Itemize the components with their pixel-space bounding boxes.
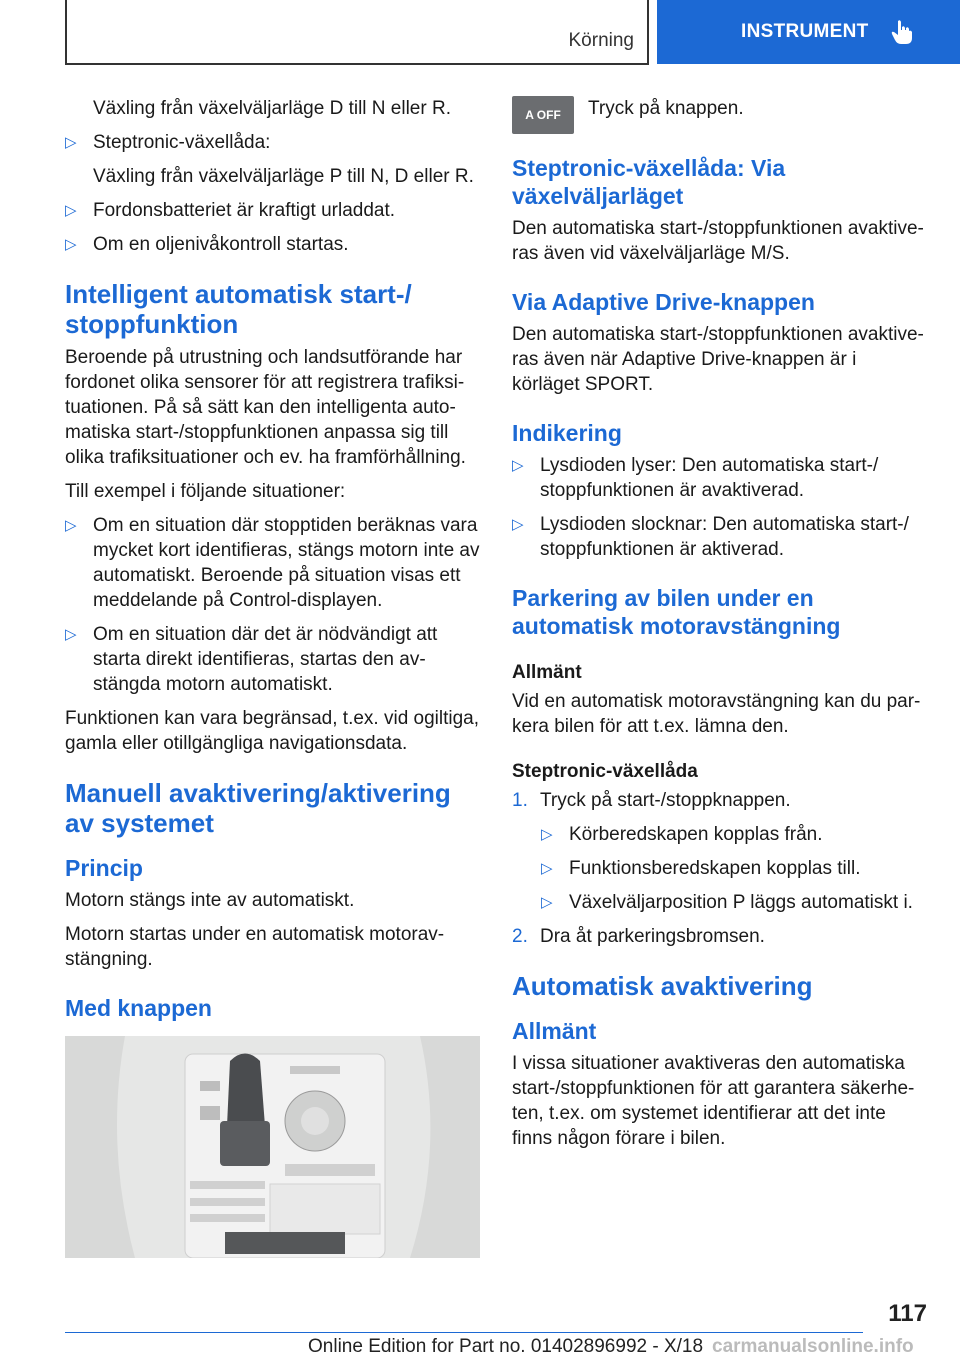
- paragraph: Motorn stängs inte av automatiskt.: [65, 890, 355, 911]
- section-heading: Automatisk avaktivering: [512, 971, 813, 1001]
- header-rule-bottom: [65, 63, 649, 65]
- subsection-heading: Princip: [65, 855, 143, 881]
- paragraph: Tryck på knappen.: [588, 98, 744, 119]
- list-item: ▷ Steptronic-växellåda:: [65, 132, 271, 153]
- list-item: ▷ Körberedskapen kopplas från.: [541, 824, 823, 845]
- triangle-bullet-icon: ▷: [65, 236, 77, 253]
- triangle-bullet-icon: ▷: [541, 860, 553, 877]
- section-heading: Manuell avaktivering/aktivering av systemet: [65, 778, 451, 838]
- list-item: ▷ Funktionsberedskapen kopplas till.: [541, 858, 861, 879]
- watermark: carmanualsonline.info: [712, 1336, 914, 1357]
- step-number: 2.: [512, 926, 528, 947]
- subsection-heading: Steptronic-växellåda: Via växelväljarläget: [512, 155, 786, 209]
- left-column: [65, 96, 481, 1258]
- subsection-heading: Indikering: [512, 420, 622, 446]
- paragraph: Växling från växelväljarläge D till N eller R.: [93, 98, 451, 119]
- paragraph: I vissa situationer avaktiveras den automatiska start-/stoppfunktionen för att garantera säkerhe-ten, t.ex. om systemet identifierar att det inte finns någon förare i bilen.: [512, 1053, 915, 1149]
- triangle-bullet-icon: ▷: [512, 516, 524, 533]
- minor-heading: Steptronic-växellåda: [512, 761, 698, 782]
- subsection-heading: Via Adaptive Drive-knappen: [512, 289, 815, 315]
- minor-heading: Allmänt: [512, 662, 582, 683]
- paragraph: Beroende på utrustning och landsutförande har fordonet olika sensorer för att registrera trafiksi-tuationen. På så sätt kan den intelligenta auto-matiska start-/stoppfunktionen anpassa sig till olika trafiksituationer och ev. ha framförhållning.: [65, 347, 466, 468]
- center-console-image: [65, 1036, 480, 1258]
- off-button-row: [512, 96, 928, 134]
- list-item: ▷ Lysdioden lyser: Den automatiska start-/ stoppfunktionen är avaktiverad.: [512, 455, 879, 501]
- paragraph: Vid en automatisk motoravstängning kan du par-kera bilen för att t.ex. lämna den.: [512, 691, 921, 737]
- triangle-bullet-icon: ▷: [65, 626, 77, 643]
- footer-rule: [65, 1332, 863, 1333]
- list-item: ▷ Om en situation där det är nödvändigt att starta direkt identifieras, startas den av-stängda motorn automatiskt.: [65, 624, 438, 695]
- triangle-bullet-icon: ▷: [512, 457, 524, 474]
- paragraph: Växling från växelväljarläge P till N, D eller R.: [93, 166, 474, 187]
- list-item: ▷ Om en situation där stopptiden beräknas vara mycket kort identifieras, stängs motorn inte av automatiskt. Beroende på situation visas ett meddelande på Control-displayen.: [65, 515, 480, 611]
- list-item: ▷ Fordonsbatteriet är kraftigt urladdat.: [65, 200, 396, 221]
- section-label: Körning: [568, 30, 634, 51]
- subsection-heading: Parkering av bilen under en automatisk motoravstängning: [512, 585, 841, 639]
- list-item: ▷ Lysdioden slocknar: Den automatiska start-/ stoppfunktionen är aktiverad.: [512, 514, 909, 560]
- triangle-bullet-icon: ▷: [65, 202, 77, 219]
- list-item: ▷ Om en oljenivåkontroll startas.: [65, 234, 349, 255]
- paragraph: Till exempel i följande situationer:: [65, 481, 346, 502]
- auto-start-stop-off-icon: A OFF: [512, 96, 574, 134]
- list-item: 2. Dra åt parkeringsbromsen.: [512, 926, 765, 947]
- section-heading: Intelligent automatisk start-/ stoppfunktion: [65, 279, 412, 339]
- step-number: 1.: [512, 790, 528, 811]
- edition-text: Online Edition for Part no. 01402896992 - X/18: [308, 1336, 704, 1357]
- header-rule-right: [647, 0, 649, 64]
- list-item: ▷ Växelväljarposition P läggs automatiskt i.: [541, 892, 913, 913]
- triangle-bullet-icon: ▷: [541, 894, 553, 911]
- subsection-heading: Allmänt: [512, 1018, 597, 1044]
- subsection-heading: Med knappen: [65, 995, 212, 1021]
- triangle-bullet-icon: ▷: [65, 517, 77, 534]
- triangle-bullet-icon: ▷: [65, 134, 77, 151]
- paragraph: Funktionen kan vara begränsad, t.ex. vid ogiltiga, gamla eller otillgängliga navigationsdata.: [65, 708, 480, 754]
- right-column: [512, 96, 928, 1160]
- header-rule-left: [65, 0, 67, 64]
- triangle-bullet-icon: ▷: [541, 826, 553, 843]
- hand-pointer-icon: [891, 19, 913, 45]
- page-number: 117: [888, 1300, 927, 1327]
- paragraph: Motorn startas under en automatisk motorav-stängning.: [65, 924, 445, 970]
- chapter-tab[interactable]: [657, 0, 960, 64]
- paragraph: Den automatiska start-/stoppfunktionen avaktive-ras även vid växelväljarläge M/S.: [512, 218, 924, 264]
- paragraph: Den automatiska start-/stoppfunktionen avaktive-ras även när Adaptive Drive-knappen är i körläget SPORT.: [512, 324, 924, 395]
- chapter-tab-label: INSTRUMENT: [741, 21, 869, 42]
- list-item: 1. Tryck på start-/stoppknappen.: [512, 790, 791, 811]
